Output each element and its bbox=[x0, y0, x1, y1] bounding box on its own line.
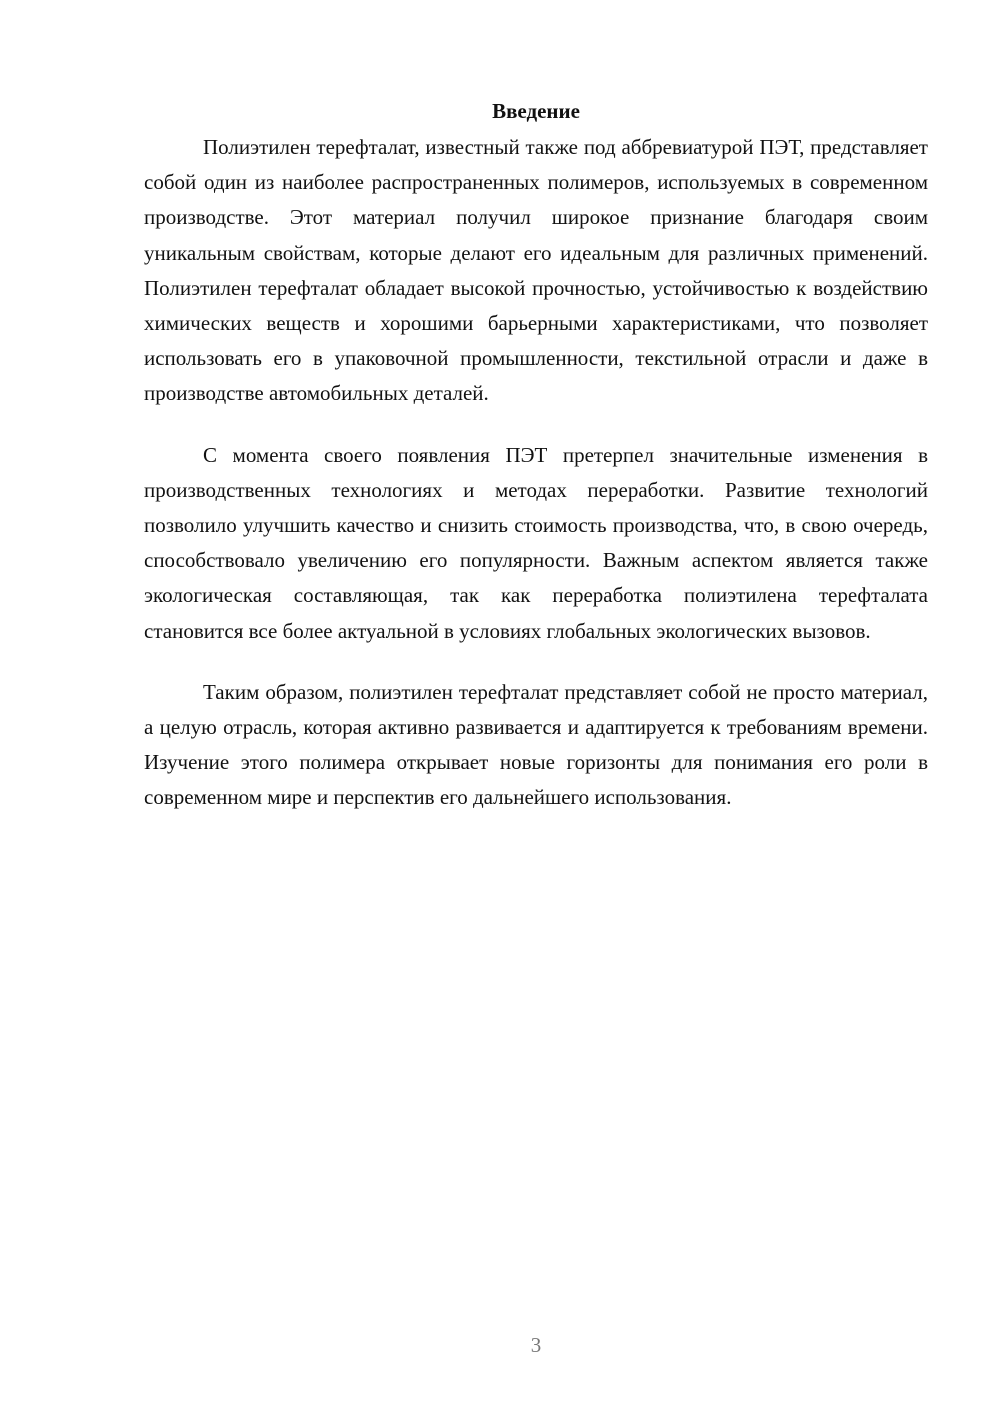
paragraph-3: Таким образом, полиэтилен терефталат представляет собой не просто материал, а целую отрасль, которая активно развивается и адаптируется к требованиям времени. Изучение этого полимера открывает новые горизонты для понимания его роли в современном мире и перспектив его дальнейшего использования. bbox=[144, 679, 928, 810]
paragraph-1: Полиэтилен терефталат, известный также под аббревиатурой ПЭТ, представляет собой один из наиболее распространенных полимеров, используемых в современном производстве. Этот материал получил широкое признание благодаря своим уникальным свойствам, которые делают его идеальным для различных применений. Полиэтилен терефталат обладает высокой прочностью, устойчивостью к воздействию химических веществ и хорошими барьерными характеристиками, что позволяет использовать его в упаковочной промышленности, текстильной отрасли и даже в производстве автомобильных деталей. bbox=[144, 135, 928, 406]
page-number: 3 bbox=[530, 1333, 542, 1357]
section-heading: Введение bbox=[492, 99, 580, 123]
paragraph-2: С момента своего появления ПЭТ претерпел значительные изменения в производственных технологиях и методах переработки. Развитие технологий позволило улучшить качество и снизить стоимость производства, что, в свою очередь, способствовало увеличению его популярности. Важным аспектом является также экологическая составляющая, так как переработка полиэтилена терефталата становится все более актуальной в условиях глобальных экологических вызовов. bbox=[144, 442, 928, 643]
page-content bbox=[144, 94, 928, 842]
